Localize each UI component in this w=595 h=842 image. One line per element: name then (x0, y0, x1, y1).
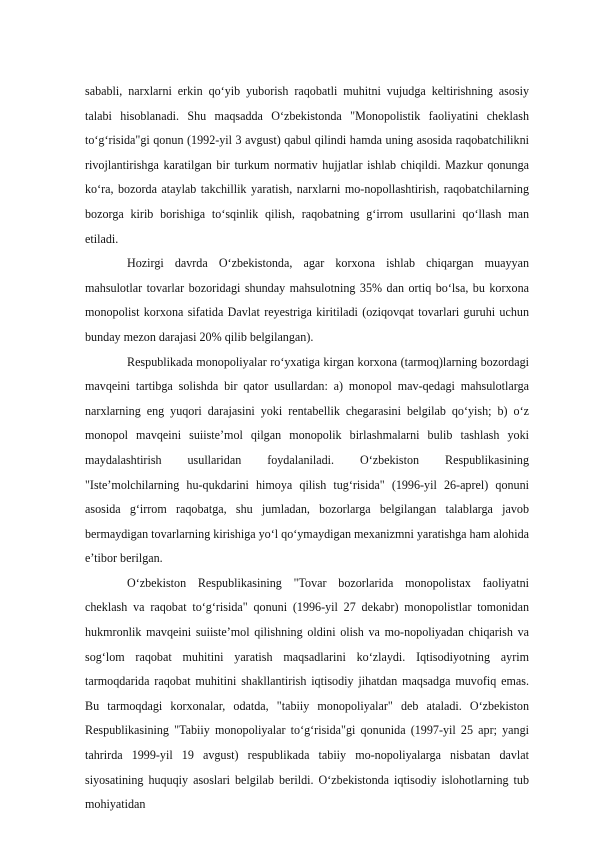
paragraph-monopolist-criteria: Hozirgi davrda O‘zbekistonda, agar korxona ishlab chiqargan muayyan mahsulotlar tovarlar bozoridagi shunday mahsulotning 35% dan ortiq bo‘lsa, bu korxona monopolist korxona sifatida Davlat reyestriga kiritiladi (oziqovqat tovarlari guruhi uchun bunday mezon darajasi 20% qilib belgilangan). (85, 256, 529, 344)
paragraph-competition-law: O‘zbekiston Respublikasining "Tovar bozorlarida monopolistax faoliyatni cheklash va raqobat to‘g‘risida" qonuni (1996-yil 27 dekabr) monopolistlar tomonidan hukmronlik mavqeini suiiste’mol qilishning oldini olish va mo-nopoliyadan chiqarish va sog‘lom raqobat muhitini yaratish maqsadlarini ko‘zlaydi. Iqtisodiyotning ayrim tarmoqdarida raqobat muhitini shakllantirish iqtisodiy jihatdan maqsadga muvofiq emas. Bu tarmoqdagi korxonalar, odatda, "tabiiy monopoliyalar" deb ataladi. O‘zbekiston Respublikasining "Tabiiy monopoliyalar to‘g‘risida"gi qonunida (1997-yil 25 apr; yangi tahrirda 1999-yil 19 avgust) respublikada tabiiy mo-nopoliyalarga nisbatan davlat siyosatining huquqiy asoslari belgilab berildi. O‘zbekistonda iqtisodiy islohotlarning tub mohiyatidan (85, 575, 529, 812)
document-page (85, 79, 529, 817)
paragraph-regulation-methods: Respublikada monopoliyalar ro‘yxatiga kirgan korxona (tarmoq)larning bozordagi mavqeini tartibga solishda bir qator usullardan: a) monopol mav-qedagi mahsulotlarga narxlarning eng yuqori darajasini yoki rentabellik chegarasini belgilab qo‘yish; b) o‘z monopol mavqeini suiiste’mol qilgan monopolik birlashmalarni bulib tashlash yoki maydalashtirish usullaridan foydalaniladi. O‘zbekiston Respublikasining "Iste’molchilarning hu-qukdarini himoya qilish tug‘risida" (1996-yil 26-aprel) qonuni asosida g‘irrom raqobatga, shu jumladan, bozorlarga belgilangan talablarga javob bermaydigan tovarlarning kirishiga yo‘l qo‘ymaydigan mexanizmni yaratishga ham alohida e’tibor berilgan. (85, 354, 529, 566)
paragraph-continuation: sababli, narxlarni erkin qo‘yib yuborish raqobatli muhitni vujudga keltirishning asosiy talabi hisoblanadi. Shu maqsadda O‘zbekistonda "Monopolistik faoliyatini cheklash to‘g‘risida"gi qonun (1992-yil 3 avgust) qabul qilindi hamda uning asosida raqobatchilikni rivojlantirishga karatilgan bir turkum normativ hujjatlar ishlab chiqildi. Mazkur qonunga ko‘ra, bozorda ataylab takchillik yaratish, narxlarni mo-nopollashtirish, raqobatchilarning bozorga kirib borishiga to‘sqinlik qilish, raqobatning g‘irrom usullarini qo‘llash man etiladi. (85, 84, 529, 246)
